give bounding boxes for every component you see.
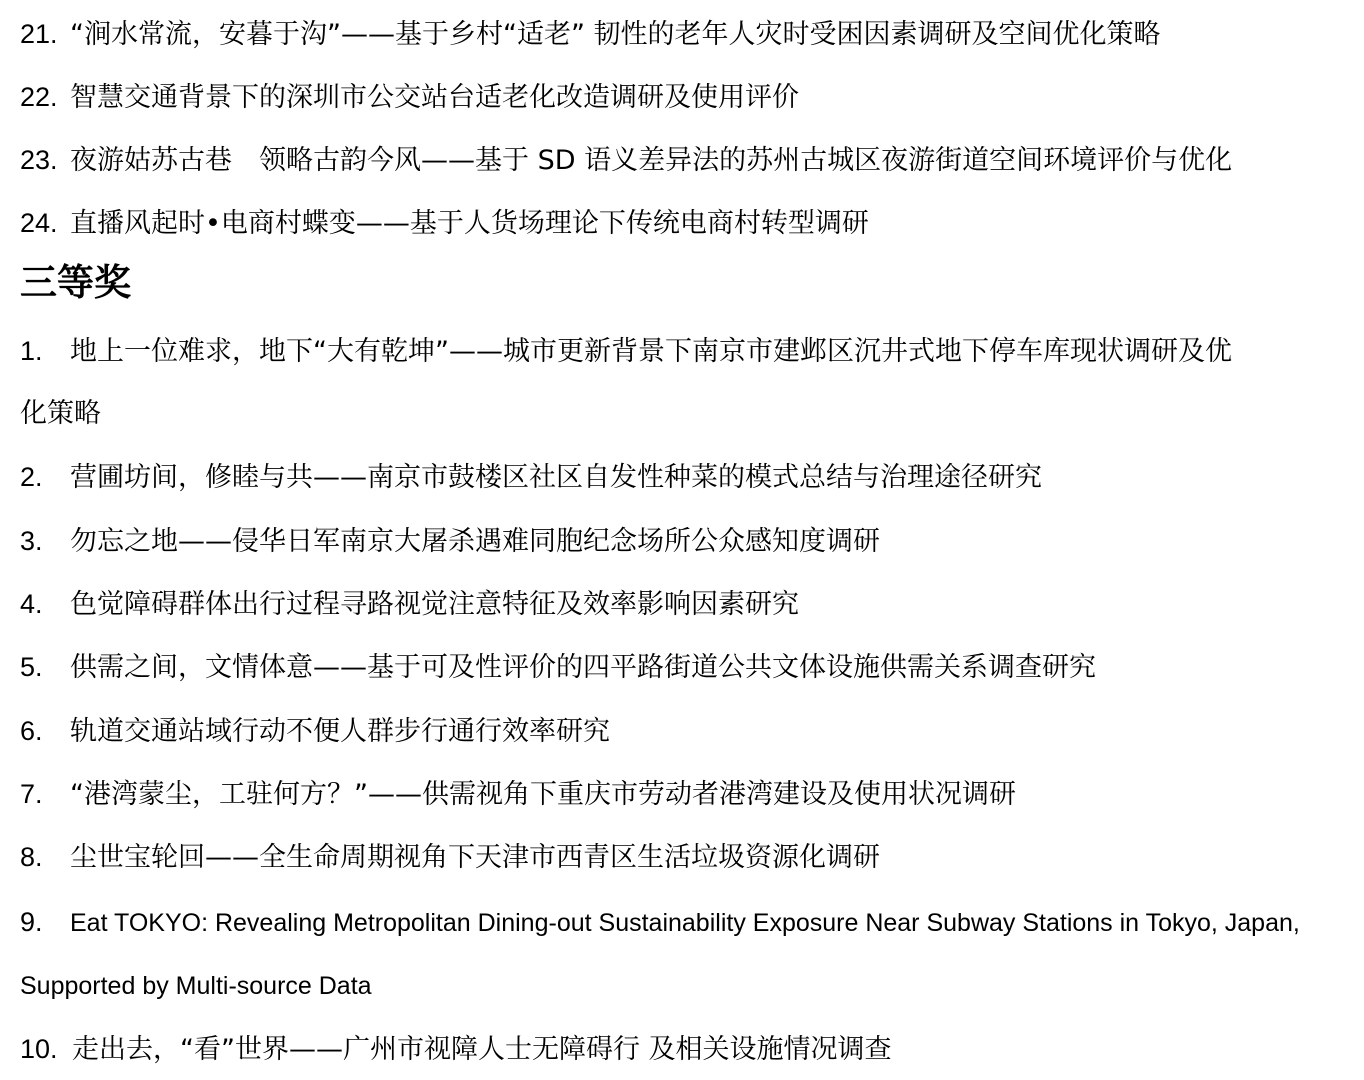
list-item xyxy=(20,777,1016,812)
item-title: 轨道交通站域行动不便人群步行通行效率研究 xyxy=(70,716,610,747)
list-item xyxy=(20,587,799,622)
item-number: 6. xyxy=(20,716,43,746)
item-title: Eat TOKYO: Revealing Metropolitan Dining-out Sustainability Exposure Near Subway Stations in Tokyo, Japan, xyxy=(70,909,1300,937)
item-title-continuation: 化策略 xyxy=(20,398,101,429)
list-item xyxy=(20,905,1300,940)
item-number: 4. xyxy=(20,589,43,619)
item-title: 夜游姑苏古巷 领略古韵今风——基于 SD 语义差异法的苏州古城区夜游街道空间环境评价与优化 xyxy=(70,145,1233,176)
list-item xyxy=(20,143,1232,178)
list-item xyxy=(20,334,1232,369)
item-title: 供需之间，文情体意——基于可及性评价的四平路街道公共文体设施供需关系调查研究 xyxy=(70,652,1096,683)
item-number: 23. xyxy=(20,145,58,175)
item-title-continuation: Supported by Multi-source Data xyxy=(20,972,372,1000)
item-number: 22. xyxy=(20,82,58,112)
list-item xyxy=(20,714,610,749)
item-number: 7. xyxy=(20,779,43,809)
item-title: “港湾蒙尘，工驻何方？”——供需视角下重庆市劳动者港湾建设及使用状况调研 xyxy=(70,779,1016,810)
item-title: 勿忘之地——侵华日军南京大屠杀遇难同胞纪念场所公众感知度调研 xyxy=(70,526,880,557)
item-title: 色觉障碍群体出行过程寻路视觉注意特征及效率影响因素研究 xyxy=(70,589,799,620)
item-number: 8. xyxy=(20,842,43,872)
item-title: 智慧交通背景下的深圳市公交站台适老化改造调研及使用评价 xyxy=(70,82,799,113)
item-title: 营圃坊间，修睦与共——南京市鼓楼区社区自发性种菜的模式总结与治理途径研究 xyxy=(70,462,1042,493)
item-number: 9. xyxy=(20,907,43,937)
item-number: 10. xyxy=(20,1034,58,1064)
list-item xyxy=(20,460,1042,495)
list-item xyxy=(20,840,880,875)
item-number: 2. xyxy=(20,462,43,492)
item-number: 3. xyxy=(20,526,43,556)
list-item xyxy=(20,206,869,241)
section-heading: 三等奖 xyxy=(20,261,131,304)
item-title: 走出去，“看”世界——广州市视障人士无障碍行 及相关设施情况调查 xyxy=(72,1034,892,1065)
item-number: 21. xyxy=(20,19,58,49)
item-title: 尘世宝轮回——全生命周期视角下天津市西青区生活垃圾资源化调研 xyxy=(70,842,880,873)
list-item xyxy=(20,80,799,115)
item-number: 1. xyxy=(20,336,43,366)
item-number: 5. xyxy=(20,652,43,682)
list-item xyxy=(20,17,1161,52)
item-title: 地上一位难求，地下“大有乾坤”——城市更新背景下南京市建邺区沉井式地下停车库现状调研及优 xyxy=(70,336,1232,367)
item-title: 直播风起时•电商村蝶变——基于人货场理论下传统电商村转型调研 xyxy=(70,208,869,239)
item-number: 24. xyxy=(20,208,58,238)
list-item xyxy=(20,1032,892,1067)
list-item xyxy=(20,524,880,559)
item-title: “涧水常流，安暮于沟”——基于乡村“适老” 韧性的老年人灾时受困因素调研及空间优化策略 xyxy=(70,19,1161,50)
list-item xyxy=(20,650,1096,685)
